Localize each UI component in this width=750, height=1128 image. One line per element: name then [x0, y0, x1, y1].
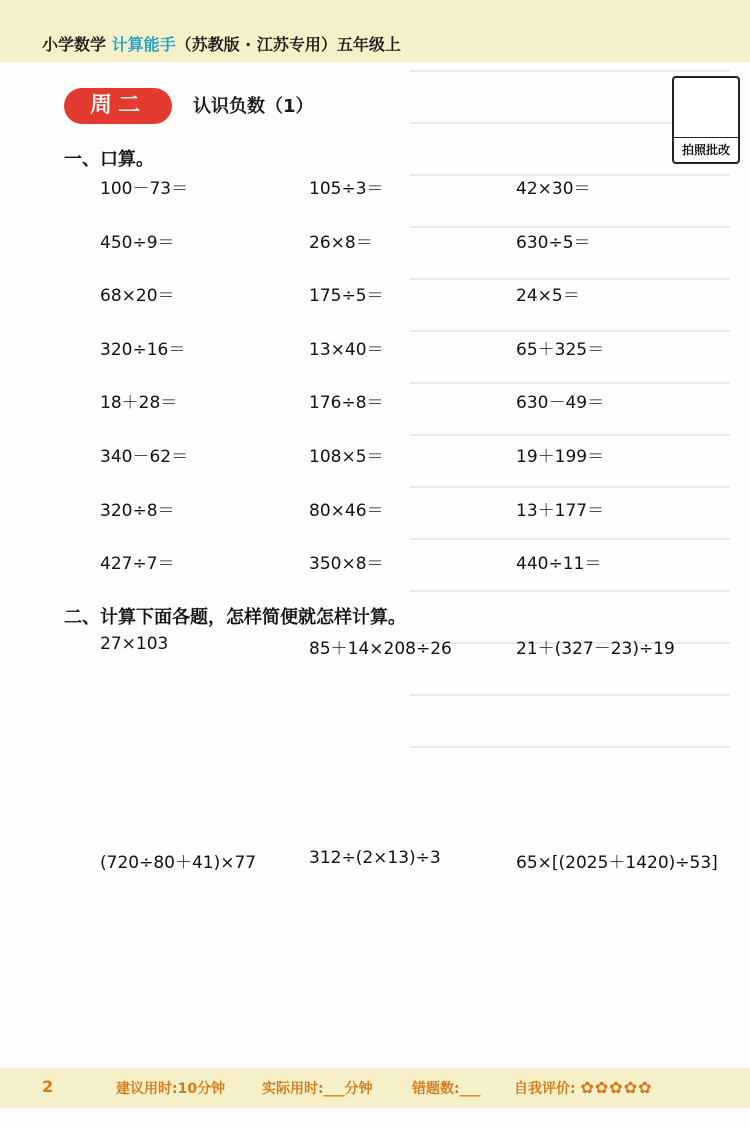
book-title-prefix: 小学数学 — [42, 35, 107, 54]
photo-box-divider — [674, 137, 738, 138]
oral-problem: 320÷16＝ — [100, 340, 186, 360]
error-count: 错题数:___ — [412, 1081, 481, 1097]
suggested-time: 建议用时:10分钟 — [116, 1081, 226, 1097]
oral-problem: 340－62＝ — [100, 447, 189, 467]
self-evaluation — [514, 1078, 653, 1098]
page-header — [0, 0, 750, 62]
calc-problem: 312÷(2×13)÷3 — [309, 848, 441, 868]
oral-problem: 42×30＝ — [516, 179, 591, 199]
oral-problem: 175÷5＝ — [309, 286, 384, 306]
rating-star-icon[interactable]: ✿ — [638, 1078, 652, 1097]
oral-problem: 427÷7＝ — [100, 554, 175, 574]
calc-problem: 27×103 — [100, 634, 169, 654]
oral-problem: 100－73＝ — [100, 179, 189, 199]
oral-problem: 80×46＝ — [309, 501, 384, 521]
oral-problem: 176÷8＝ — [309, 393, 384, 413]
page-number: 2 — [42, 1077, 54, 1096]
oral-problem: 13＋177＝ — [516, 501, 605, 521]
oral-problem: 108×5＝ — [309, 447, 384, 467]
day-badge: 周二 — [64, 88, 172, 124]
rating-star-icon[interactable]: ✿ — [580, 1078, 594, 1097]
oral-problem: 68×20＝ — [100, 286, 175, 306]
section-title-oral: 一、口算。 — [64, 149, 154, 170]
book-title-brand: 计算能手 — [111, 35, 176, 54]
oral-problem: 630÷5＝ — [516, 233, 591, 253]
page-footer — [0, 1068, 750, 1108]
rating-star-icon[interactable]: ✿ — [609, 1078, 623, 1097]
photo-grading-box[interactable] — [672, 76, 740, 164]
oral-problem: 440÷11＝ — [516, 554, 602, 574]
section-title-simplify: 二、计算下面各题，怎样简便就怎样计算。 — [64, 607, 406, 628]
oral-problem: 350×8＝ — [309, 554, 384, 574]
calc-problem: (720÷80＋41)×77 — [100, 853, 257, 873]
calc-problem: 21＋(327－23)÷19 — [516, 639, 675, 659]
rating-star-icon[interactable]: ✿ — [623, 1078, 638, 1097]
actual-time: 实际用时:___分钟 — [262, 1081, 373, 1097]
rating-star-icon[interactable]: ✿ — [594, 1078, 609, 1097]
oral-problem: 24×5＝ — [516, 286, 580, 306]
oral-problem: 450÷9＝ — [100, 233, 175, 253]
oral-problem: 65＋325＝ — [516, 340, 605, 360]
calc-problem: 85＋14×208÷26 — [309, 639, 452, 659]
oral-problem: 19＋199＝ — [516, 447, 605, 467]
oral-problem: 630－49＝ — [516, 393, 605, 413]
calc-problem: 65×[(2025＋1420)÷53] — [516, 853, 718, 873]
oral-problem: 105÷3＝ — [309, 179, 384, 199]
oral-problem: 18＋28＝ — [100, 393, 178, 413]
book-title-suffix: （苏教版 · 江苏专用）五年级上 — [175, 35, 401, 54]
oral-problem: 13×40＝ — [309, 340, 384, 360]
photo-grading-label: 拍照批改 — [681, 143, 730, 157]
oral-problem: 26×8＝ — [309, 233, 373, 253]
oral-problem: 320÷8＝ — [100, 501, 175, 521]
book-title — [42, 32, 401, 55]
lesson-title: 认识负数（1） — [193, 96, 314, 117]
self-evaluation-label: 自我评价: — [514, 1081, 576, 1097]
